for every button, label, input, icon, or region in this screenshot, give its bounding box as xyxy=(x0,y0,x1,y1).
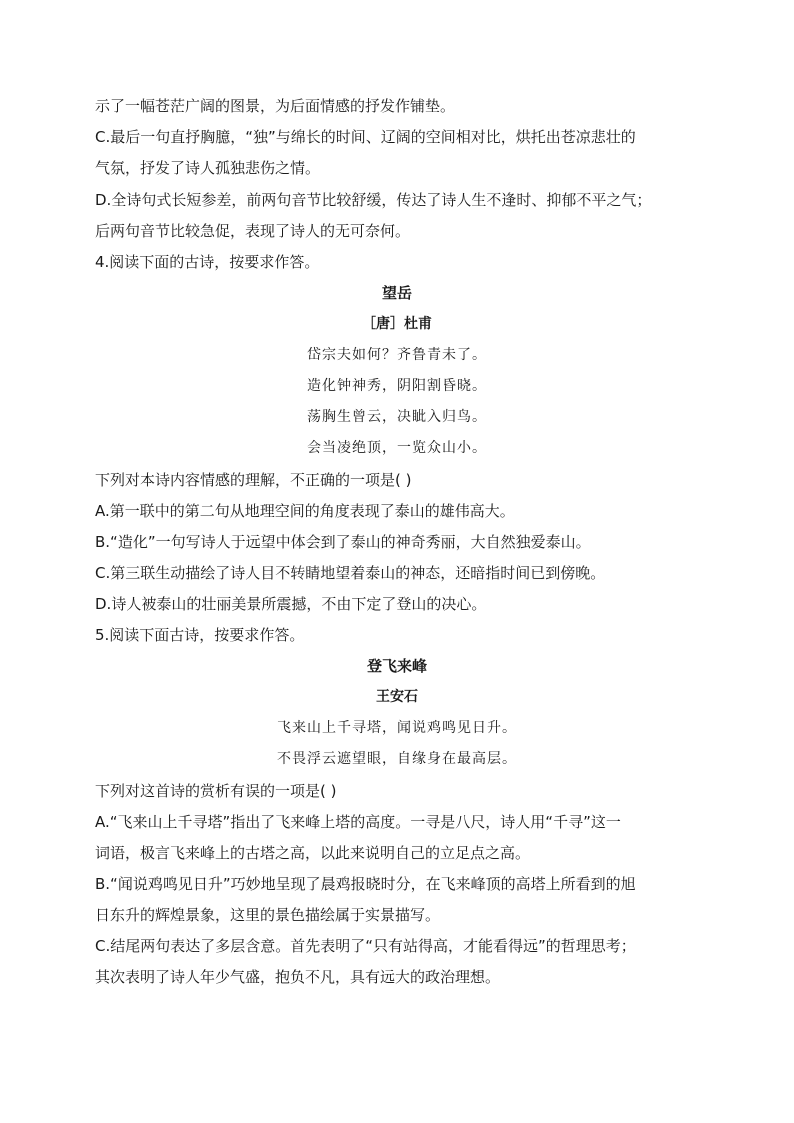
poem-title: 望岳 xyxy=(381,284,412,302)
option-d-line: D.全诗句式长短参差，前两句音节比较舒缓，传达了诗人生不逢时、抑郁不平之气； xyxy=(95,191,652,209)
option-a-line: 词语，极言飞来峰上的古塔之高，以此来说明自己的立足点之高。 xyxy=(95,844,531,862)
option-c-line: 其次表明了诗人年少气盛，抱负不凡，具有远大的政治理想。 xyxy=(95,968,501,986)
question-5-text: 下列对这首诗的赏析有误的一项是( ) xyxy=(95,782,337,800)
poem-line: 会当凌绝顶，一览众山小。 xyxy=(307,440,487,456)
option-c-line: 气氛，抒发了诗人孤独悲伤之情。 xyxy=(95,159,321,177)
poem-author: ［唐］杜甫 xyxy=(362,316,432,332)
option-a-line: A.“飞来山上千寻塔”指出了飞来峰上塔的高度。一寻是八尺，诗人用“千寻”这一 xyxy=(95,813,621,831)
option-line: B.“造化”一句写诗人于远望中体会到了泰山的神奇秀丽，大自然独爱泰山。 xyxy=(95,533,591,551)
poem-author: 王安石 xyxy=(376,689,418,705)
option-line: D.诗人被泰山的壮丽美景所震撼，不由下定了登山的决心。 xyxy=(95,595,487,613)
poem-line: 造化钟神秀，阴阳割昏晓。 xyxy=(307,378,487,394)
option-line: C.第三联生动描绘了诗人目不转睛地望着泰山的神态，还暗指时间已到傍晚。 xyxy=(95,564,606,582)
text-line: 示了一幅苍茫广阔的图景，为后面情感的抒发作铺垫。 xyxy=(95,97,456,115)
poem-line: 不畏浮云遮望眼，自缘身在最高层。 xyxy=(277,751,517,767)
option-b-line: B.“闻说鸡鸣见日升”巧妙地呈现了晨鸡报晓时分，在飞来峰顶的高塔上所看到的旭 xyxy=(95,875,636,893)
poem-line: 荡胸生曾云，决眦入归鸟。 xyxy=(307,409,487,425)
question-5-prompt: 5.阅读下面古诗，按要求作答。 xyxy=(95,626,305,644)
poem-line: 岱宗夫如何？齐鲁青未了。 xyxy=(307,347,487,363)
option-c-line: C.最后一句直抒胸臆，“独”与绵长的时间、辽阔的空间相对比，烘托出苍凉悲壮的 xyxy=(95,128,636,146)
option-d-line: 后两句音节比较急促，表现了诗人的无可奈何。 xyxy=(95,222,411,240)
poem-line: 飞来山上千寻塔，闻说鸡鸣见日升。 xyxy=(277,720,517,736)
question-4-text: 下列对本诗内容情感的理解，不正确的一项是( ) xyxy=(95,471,412,489)
question-4-prompt: 4.阅读下面的古诗，按要求作答。 xyxy=(95,253,320,271)
option-c-line: C.结尾两句表达了多层含意。首先表明了“只有站得高，才能看得远”的哲理思考； xyxy=(95,937,636,955)
option-line: A.第一联中的第二句从地理空间的角度表现了泰山的雄伟高大。 xyxy=(95,502,515,520)
option-b-line: 日东升的辉煌景象，这里的景色描绘属于实景描写。 xyxy=(95,906,441,924)
poem-title: 登飞来峰 xyxy=(366,657,427,675)
